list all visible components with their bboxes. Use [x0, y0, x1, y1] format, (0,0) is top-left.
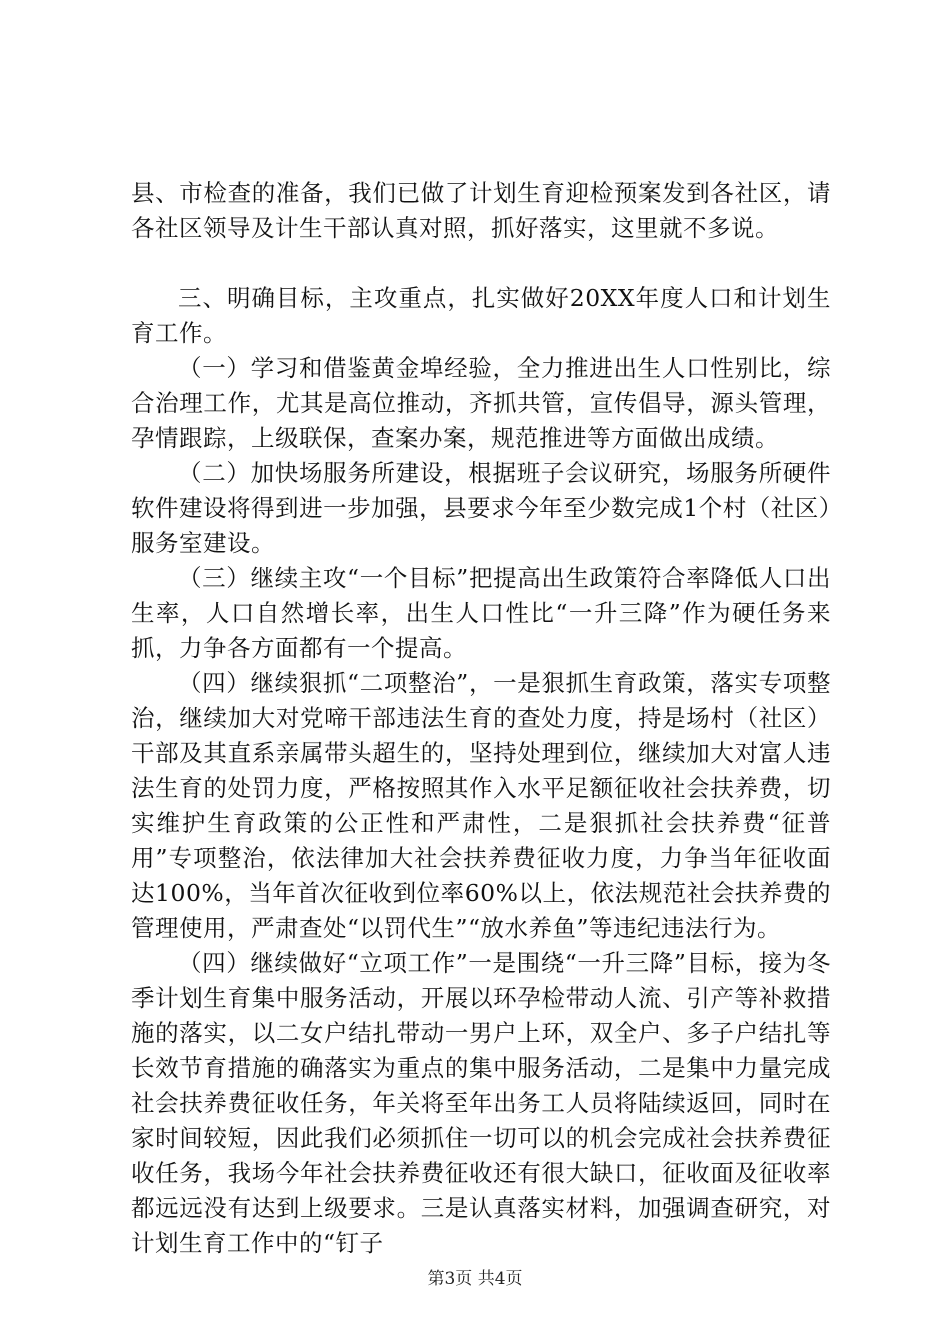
- paragraph-continuation: 县、市检查的准备，我们已做了计划生育迎检预案发到各社区，请各社区领导及计生干部认真对照，抓好落实，这里就不多说。: [131, 179, 831, 242]
- paragraph-item-2: （二）加快场服务所建设，根据班子会议研究，场服务所硬件软件建设将得到进一步加强，县要求今年至少数完成1个村（社区）服务室建设。: [131, 459, 831, 557]
- paragraph-item-1: （一）学习和借鉴黄金埠经验，全力推进出生人口性别比，综合治理工作，尤其是高位推动，齐抓共管，宣传倡导，源头管理，孕情跟踪，上级联保，查案办案，规范推进等方面做出成绩。: [131, 354, 831, 452]
- paragraph-item-4a: （四）继续狠抓“二项整治”，一是狠抓生育政策，落实专项整治，继续加大对党啼干部违法生育的查处力度，持是场村（社区）干部及其直系亲属带头超生的，坚持处理到位，继续加大对富人违法生育的处罚力度，严格按照其作入水平足额征收社会扶养费，切实维护生育政策的公正性和严肃性，二是狠抓社会扶养费“征普用”专项整治，依法律加大社会扶养费征收力度，力争当年征收面达100%，当年首次征收到位率60%以上，依法规范社会扶养费的管理使用，严肃查处“以罚代生”“放水养鱼”等违纪违法行为。: [131, 669, 831, 942]
- section-heading: 三、明确目标，主攻重点，扎实做好20XX年度人口和计划生育工作。: [131, 284, 831, 347]
- page-number-footer: 第3页 共4页: [427, 1269, 523, 1289]
- paragraph-item-3: （三）继续主攻“一个目标”把提高出生政策符合率降低人口出生率，人口自然增长率，出生人口性比“一升三降”作为硬任务来抓，力争各方面都有一个提高。: [131, 564, 831, 662]
- document-body: [131, 176, 831, 1261]
- paragraph-item-4b: （四）继续做好“立项工作”一是围绕“一升三降”目标，接为冬季计划生育集中服务活动，开展以环孕检带动人流、引产等补救措施的落实，以二女户结扎带动一男户上环，双全户、多子户结扎等长效节育措施的确落实为重点的集中服务活动，二是集中力量完成社会扶养费征收任务，年关将至年出务工人员将陆续返回，同时在家时间较短，因此我们必须抓住一切可以的机会完成社会扶养费征收任务，我场今年社会扶养费征收还有很大缺口，征收面及征收率都远远没有达到上级要求。三是认真落实材料，加强调查研究，对计划生育工作中的“钉子: [131, 949, 831, 1257]
- paragraph-gap: [131, 246, 831, 281]
